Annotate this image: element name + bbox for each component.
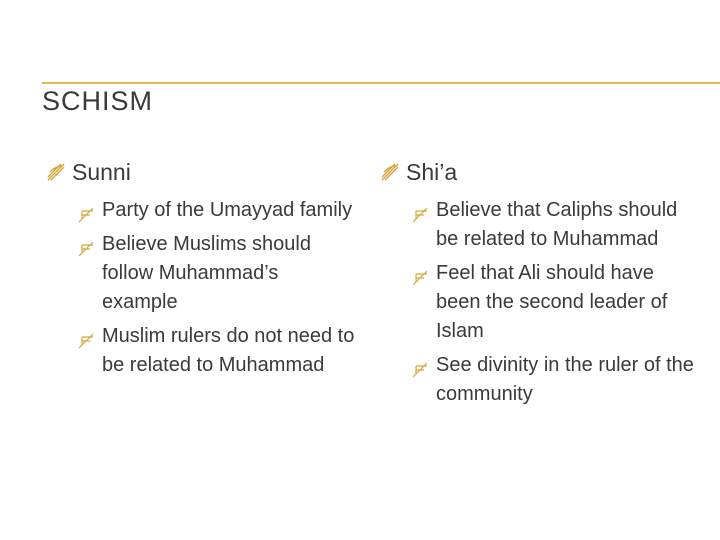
feather-bullet-icon — [412, 266, 428, 295]
slide-title: SCHISM — [42, 86, 154, 116]
heading-label: Shi’a — [406, 158, 458, 185]
column-heading-shia — [380, 154, 700, 190]
title-accent-rule — [42, 82, 720, 84]
feather-bullet-icon — [78, 203, 94, 232]
feather-bullet-icon — [78, 237, 94, 266]
list-item — [412, 196, 700, 254]
sunni-list — [46, 196, 356, 380]
shia-column — [380, 154, 700, 414]
list-item — [412, 351, 700, 409]
item-text: Party of the Umayyad family — [102, 199, 353, 221]
item-text: Believe that Caliphs should be related to Muhammad — [436, 199, 678, 250]
ornate-bullet-icon — [46, 162, 72, 182]
item-text: Believe Muslims should follow Muhammad’s example — [102, 233, 311, 313]
list-item — [78, 196, 356, 225]
feather-bullet-icon — [412, 358, 428, 387]
list-item — [78, 230, 356, 317]
column-heading-sunni — [46, 154, 356, 190]
item-text: Feel that Ali should have been the second leader of Islam — [436, 262, 668, 342]
sunni-column — [46, 154, 356, 385]
ornate-bullet-icon — [380, 162, 406, 182]
item-text: Muslim rulers do not need to be related to Muhammad — [102, 325, 355, 376]
heading-label: Sunni — [72, 158, 131, 185]
shia-list — [380, 196, 700, 409]
feather-bullet-icon — [78, 329, 94, 358]
feather-bullet-icon — [412, 203, 428, 232]
list-item — [78, 322, 356, 380]
item-text: See divinity in the ruler of the community — [436, 354, 694, 405]
list-item — [412, 259, 700, 346]
